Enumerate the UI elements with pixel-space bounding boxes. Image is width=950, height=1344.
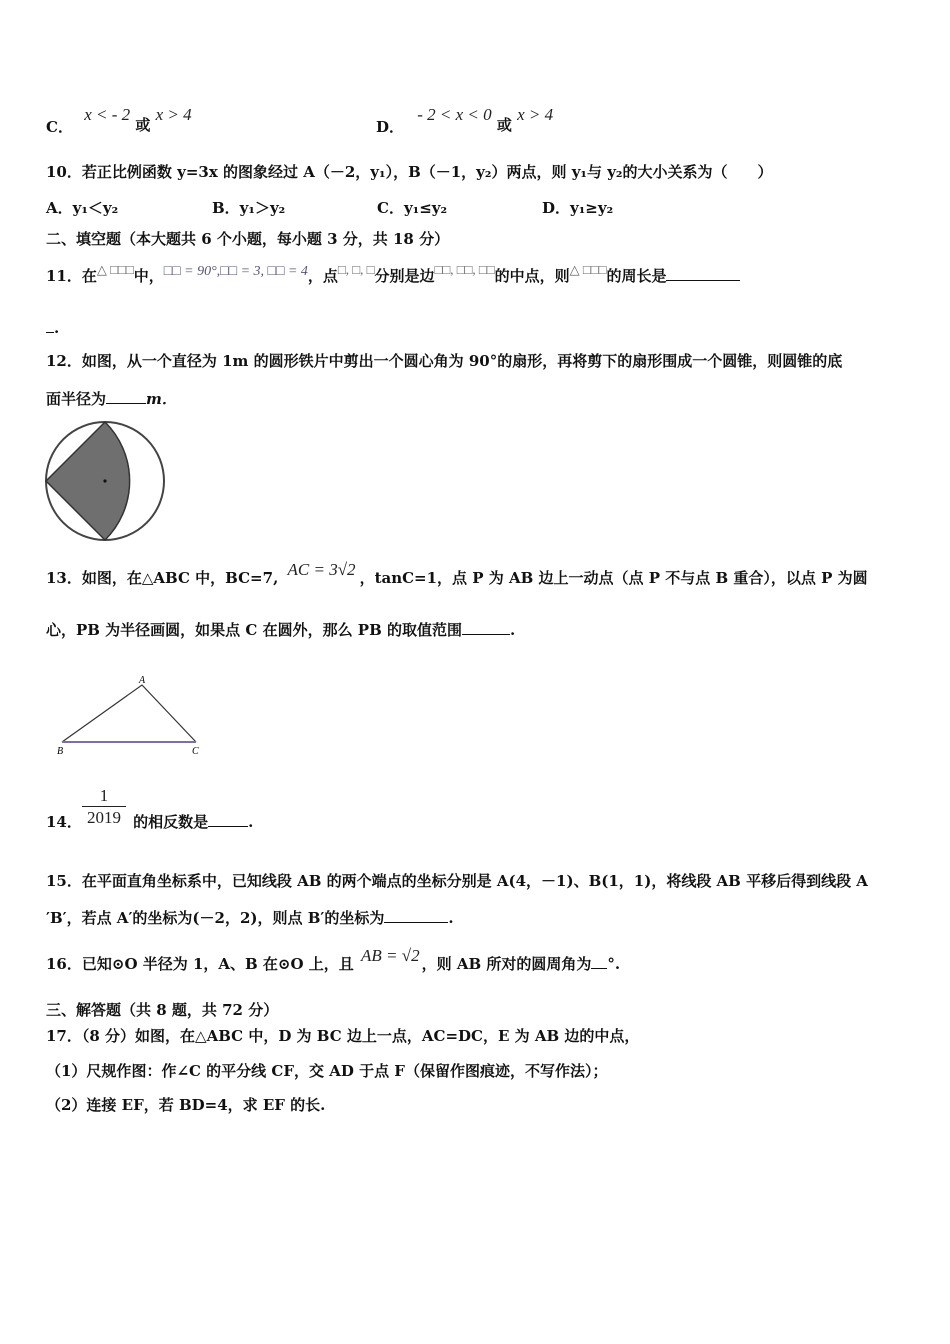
q14-fraction: [82, 786, 126, 829]
q11-part5: 的中点，则: [494, 267, 570, 285]
q11-answer-blank: [666, 266, 740, 281]
q9-option-d: [376, 104, 554, 136]
q17-line2: （1）尺规作图：作∠C 的平分线 CF，交 AD 于点 F（保留作图痕迹，不写作法）；: [46, 1062, 608, 1080]
q11-tail: [46, 318, 59, 338]
q9-option-d-or: 或: [496, 116, 512, 134]
q13-figure: [54, 672, 210, 762]
q15-tail: .: [448, 909, 454, 927]
q11-part1: 11．在: [46, 267, 97, 285]
q9-option-c: [46, 104, 192, 136]
q9-option-d-label: D．: [376, 118, 405, 136]
q17-line3: （2）连接 EF，若 BD=4，求 EF 的长.: [46, 1096, 326, 1114]
q11-stem: [46, 262, 740, 288]
q11-part2: 中，: [133, 267, 164, 285]
q10-option-a: A．y₁＜y₂: [46, 199, 119, 217]
q11-tail-dot: .: [54, 319, 60, 337]
q13-part2: ，tanC=1，点 P 为 AB 边上一动点（点 P 不与点 B 重合），以点 P 为圆: [359, 569, 868, 587]
q11-part6: 的周长是: [606, 267, 667, 285]
q9-option-c-math1: x < - 2: [84, 105, 131, 124]
q13-line2: [46, 620, 515, 640]
q16-stem: [46, 946, 621, 974]
q16-part2: ，则 AB 所对的圆周角为: [421, 955, 592, 973]
q13-triangle-sides: [62, 685, 196, 742]
q9-option-d-math1: - 2 < x < 0: [417, 105, 492, 124]
q16-answer-blank: [591, 954, 607, 969]
q11-answer-blank-2: [46, 318, 54, 333]
q9-option-c-or: 或: [135, 116, 151, 134]
q13-expr: AC = 3√2: [287, 560, 356, 579]
q13-label-a: A: [139, 675, 146, 686]
q11-expr1: □□ = 90°: [163, 264, 217, 279]
section-2-heading: 二、填空题（本大题共 6 个小题，每小题 3 分，共 18 分）: [46, 230, 450, 248]
q12-line2: [46, 389, 177, 409]
q14-tail: .: [248, 813, 254, 831]
q10-option-d: D．y₁≥y₂: [542, 199, 614, 217]
q11-triangle2: △ □□□: [569, 262, 607, 277]
q16-part1: 16．已知⊙O 半径为 1，A、B 在⊙O 上，且: [46, 955, 354, 973]
q11-part3: ，点: [307, 267, 338, 285]
q10-option-c: C．y₁≤y₂: [377, 199, 448, 217]
q12-sector: [46, 422, 130, 540]
q11-points: □, □, □: [337, 262, 375, 277]
q15-line1: 15．在平面直角坐标系中，已知线段 AB 的两个端点的坐标分别是 A(4，－1)、B(1，1)，将线段 AB 平移后得到线段 A: [46, 872, 868, 890]
q13-label-c: C: [192, 746, 199, 757]
q10-option-b: B．y₁＞y₂: [212, 199, 286, 217]
q14-denominator: 2019: [87, 808, 121, 827]
q14-stem: [46, 786, 254, 832]
section-3-heading: 三、解答题（共 8 题，共 72 分）: [46, 1001, 279, 1019]
q12-line2-b: m．: [146, 390, 177, 408]
q11-expr2: ,□□ = 3, □□ = 4: [216, 264, 308, 279]
q12-line1: 12．如图，从一个直径为 1m 的圆形铁片中剪出一个圆心角为 90°的扇形，再将剪下的扇形围成一个圆锥，则圆锥的底: [46, 352, 843, 370]
q13-part1: 13．如图，在△ABC 中，BC=7,: [46, 569, 279, 587]
q15-line2: [46, 908, 454, 928]
q16-tail: °.: [607, 955, 621, 973]
q15-line2-text: ′B′，若点 A′的坐标为(－2，2)，则点 B′的坐标为: [46, 909, 385, 927]
q9-option-c-label: C．: [46, 118, 73, 136]
q14-numerator: 1: [82, 786, 126, 807]
q11-edges: □□, □□, □□: [434, 262, 495, 277]
q13-answer-blank: [462, 620, 510, 635]
q13-tail: .: [509, 621, 516, 639]
q15-answer-blank: [384, 908, 448, 923]
q12-line2-a: 面半径为: [46, 390, 107, 408]
q13-line1: [46, 560, 868, 588]
q12-answer-blank: [106, 389, 146, 404]
q12-figure: [40, 420, 170, 542]
q10-stem: 10．若正比例函数 y=3x 的图象经过 A（－2，y₁），B（－1，y₂）两点，则 y₁与 y₂的大小关系为（ ）: [46, 163, 773, 181]
q13-label-b: B: [57, 746, 64, 757]
q14-text: 的相反数是: [133, 813, 209, 831]
q17-line1: 17．（8 分）如图，在△ABC 中，D 为 BC 边上一点，AC=DC，E 为 AB 边的中点，: [46, 1027, 640, 1045]
q11-triangle: △ □□□: [96, 262, 134, 277]
q9-option-d-math2: x > 4: [517, 105, 554, 124]
q9-option-c-math2: x > 4: [155, 105, 192, 124]
q13-line2-text: 心，PB 为半径画圆，如果点 C 在圆外，那么 PB 的取值范围: [46, 621, 462, 639]
q11-part4: 分别是边: [374, 267, 435, 285]
q12-center-dot: [103, 479, 106, 482]
q14-label: 14．: [46, 813, 82, 831]
q14-answer-blank: [208, 812, 248, 827]
q16-expr: AB = √2: [361, 946, 420, 965]
